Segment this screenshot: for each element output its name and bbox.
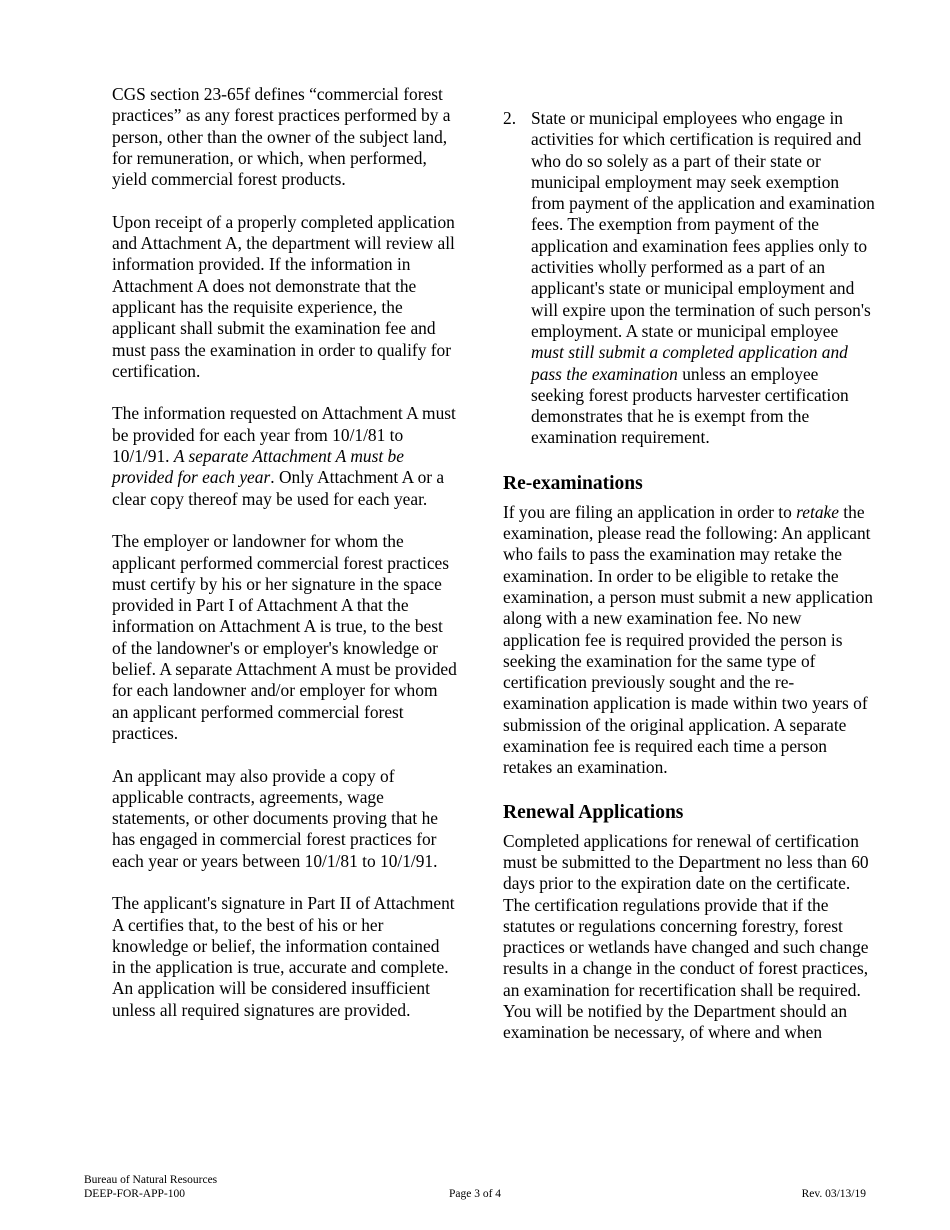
paragraph-commercial-forest-practices: CGS section 23-65f defines “commercial forest practices” as any forest practices performed by a person, other than the owner of the subject land, for remuneration, or which, when performed, yield commercial forest products. — [112, 84, 451, 190]
attachment-a-years-text-end: . Only Attachment A or a clear copy thereof may be used for each year. — [112, 467, 445, 509]
list-item-text-end: unless an employee seeking forest products harvester certification demonstrates that he is exempt from the examination requirement. — [531, 363, 849, 448]
footer-page-number: Page 3 of 4 — [448, 1188, 502, 1200]
list-item-state-municipal-employees — [503, 108, 875, 449]
paragraph-employer-certification: The employer or landowner for whom the applicant performed commercial forest practices must certify by his or her signature in the space provided in Part I of Attachment A that the information on Attachment A is true, to the best of the landowner's or employer's knowledge or belief. A separate Attachment A must be provided for each landowner and/or employer for whom an applicant performed commercial forest practices. — [112, 531, 457, 743]
paragraph-re-examinations — [503, 502, 875, 779]
numbered-list — [503, 108, 875, 449]
heading-re-examinations: Re-examinations — [503, 472, 643, 494]
paragraph-renewal-applications: Completed applications for renewal of certification must be submitted to the Department no less than 60 days prior to the expiration date on the certificate. The certification regulations provide that if the statutes or regulations concerning forestry, forest practices or wetlands have changed and such change results in a change in the conduct of forest practices, an examination for recertification shall be required. You will be notified by the Department should an examination be necessary, of where and when — [503, 830, 869, 1043]
attachment-a-years-text: The information requested on Attachment A must be provided for each year from 10/1/81 to 10/1/91. — [112, 403, 456, 467]
page-footer — [84, 1173, 866, 1203]
paragraph-attachment-a-years — [112, 403, 457, 509]
footer-bureau: Bureau of Natural Resources — [84, 1174, 218, 1186]
right-column — [503, 84, 875, 1044]
attachment-a-years-emphasis: A separate Attachment A must be provided for each year — [112, 446, 404, 488]
footer-form-id: DEEP-FOR-APP-100 — [84, 1188, 185, 1200]
paragraph-supporting-documents: An applicant may also provide a copy of applicable contracts, agreements, wage statements, or other documents proving that he has engaged in commercial forest practices for each year or years between 10/1/81 to 10/1/91. — [112, 765, 438, 871]
paragraph-application-review: Upon receipt of a properly completed application and Attachment A, the department will review all information provided. If the information in Attachment A does not demonstrate that the applicant has the requisite experience, the applicant shall submit the examination fee and must pass the examination in order to qualify for certification. — [112, 211, 455, 381]
footer-revision: Rev. 03/13/19 — [801, 1188, 866, 1200]
re-examinations-text-end: the examination, please read the following: An applicant who fails to pass the examination may retake the examination. In order to be eligible to retake the examination, a person must submit a new application along with a new examination fee. No new application fee is required provided the person is seeking the examination for the same type of certification previously sought and the re-examination application is made within two years of submission of the original application. A separate examination fee is required each time a person retakes an examination. — [503, 501, 873, 778]
re-examinations-text: If you are filing an application in order to — [503, 501, 797, 522]
left-column — [112, 84, 457, 1042]
list-item-emphasis: must still submit a completed application and pass the examination — [531, 342, 848, 384]
list-item-number: 2. — [503, 108, 517, 128]
re-examinations-emphasis: retake — [796, 501, 839, 522]
heading-renewal-applications: Renewal Applications — [503, 801, 684, 823]
list-item-text: State or municipal employees who engage in activities for which certification is required and who do so solely as a part of their state or municipal employment may seek exemption from payment of the application and examination fees. The exemption from payment of the application and examination fees applies only to activities wholly performed as a part of an applicant's state or municipal employment and will expire upon the termination of such person's employment. A state or municipal employee — [531, 108, 875, 341]
paragraph-applicant-signature: The applicant's signature in Part II of Attachment A certifies that, to the best of his or her knowledge or belief, the information contained in the application is true, accurate and complete. An application will be considered insufficient unless all required signatures are provided. — [112, 893, 455, 1020]
